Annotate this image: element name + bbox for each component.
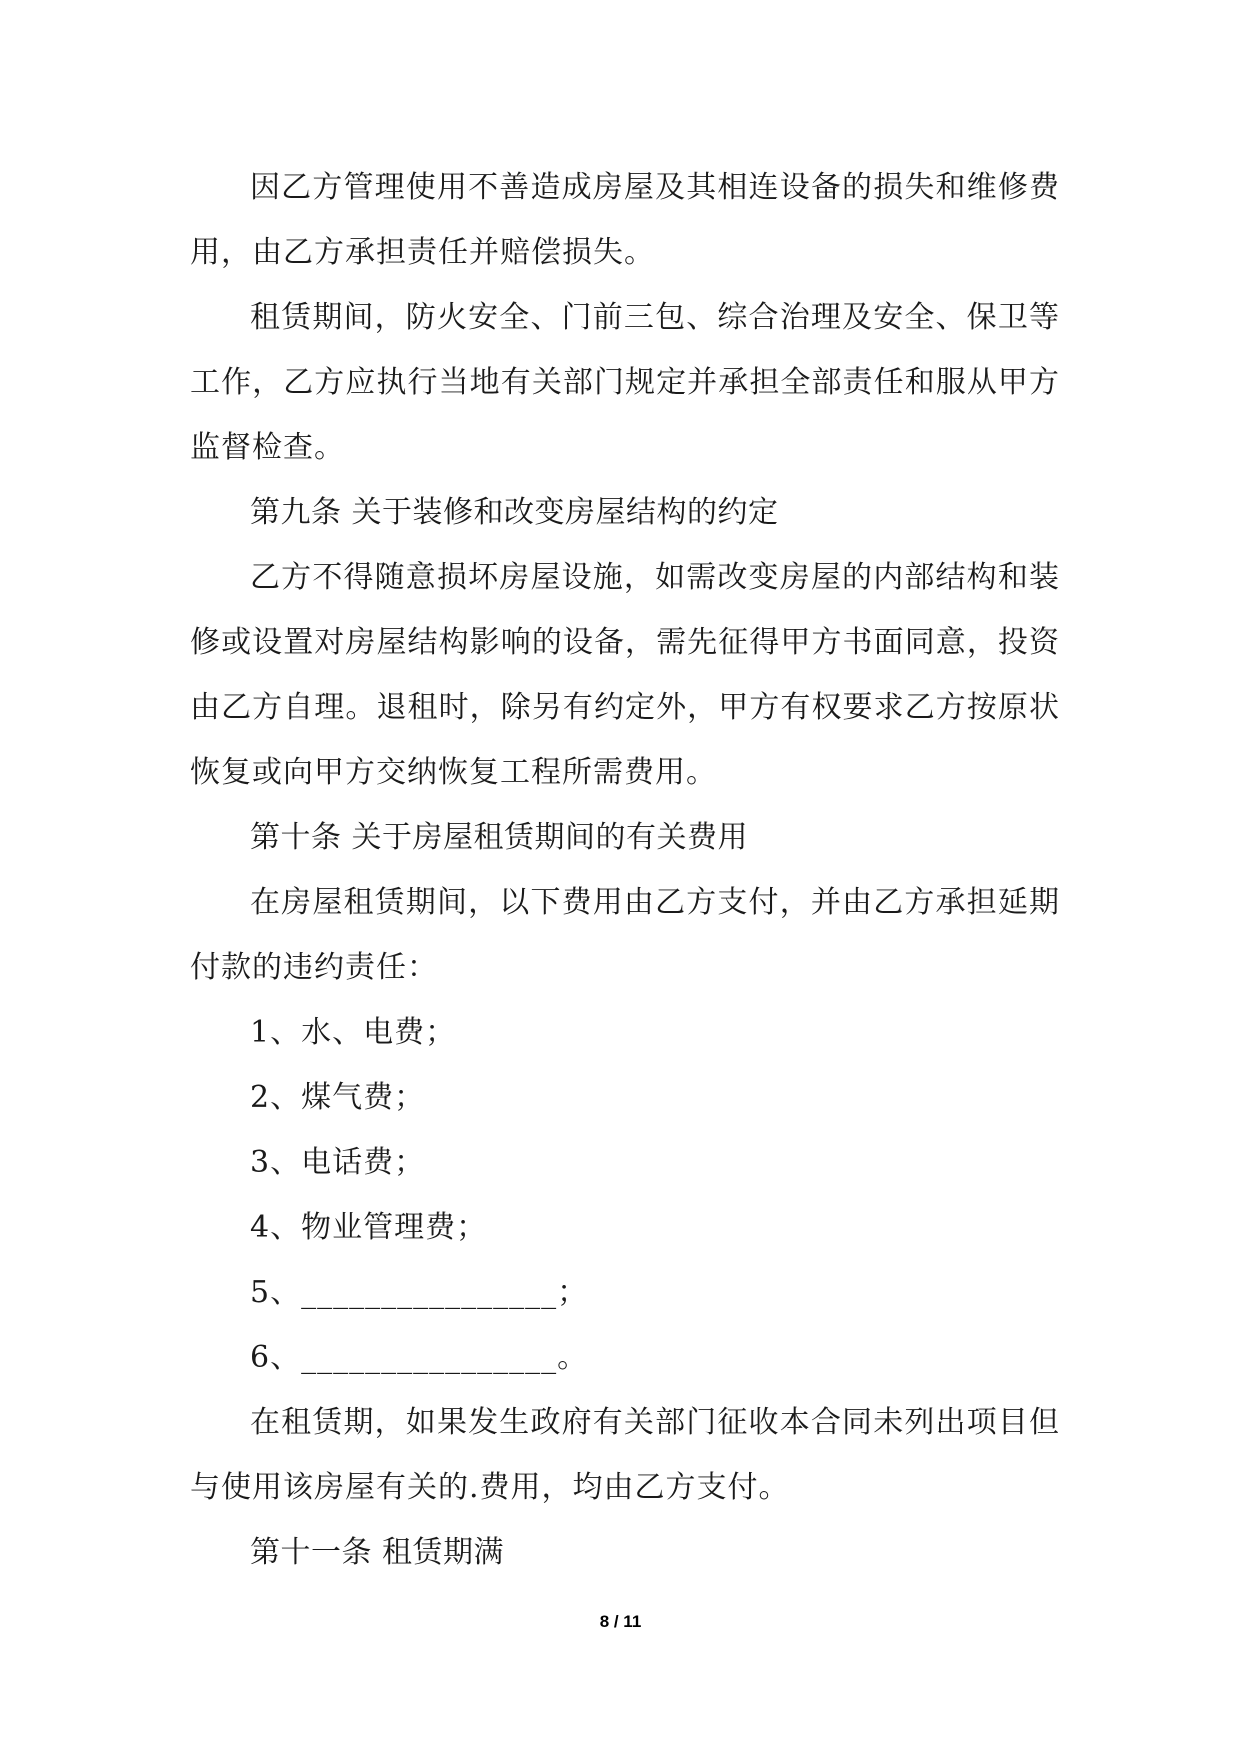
paragraph-damage-liability: 因乙方管理使用不善造成房屋及其相连设备的损失和维修费用，由乙方承担责任并赔偿损失。 bbox=[190, 170, 1060, 270]
fee-list-item-property-management: 4、物业管理费； bbox=[250, 1210, 488, 1245]
fee-list-item-blank-5: 5、________________； bbox=[250, 1275, 589, 1310]
paragraph-renovation-terms: 乙方不得随意损坏房屋设施，如需改变房屋的内部结构和装修或设置对房屋结构影响的设备，需先征得甲方书面同意，投资由乙方自理。退租时，除另有约定外，甲方有权要求乙方按原状恢复或向甲方交纳恢复工程所需费用。 bbox=[190, 560, 1060, 790]
paragraph-fees-intro: 在房屋租赁期间，以下费用由乙方支付，并由乙方承担延期付款的违约责任： bbox=[190, 885, 1060, 985]
article-10-heading: 第十条 关于房屋租赁期间的有关费用 bbox=[250, 820, 749, 855]
article-11-heading: 第十一条 租赁期满 bbox=[250, 1535, 505, 1570]
document-body bbox=[190, 155, 1060, 1585]
fee-list-item-gas: 2、煤气费； bbox=[250, 1080, 426, 1115]
fee-list-item-telephone: 3、电话费； bbox=[250, 1145, 426, 1180]
fee-list-item-water-electricity: 1、水、电费； bbox=[250, 1015, 457, 1050]
paragraph-safety-duties: 租赁期间，防火安全、门前三包、综合治理及安全、保卫等工作，乙方应执行当地有关部门规定并承担全部责任和服从甲方监督检查。 bbox=[190, 300, 1060, 465]
article-9-heading: 第九条 关于装修和改变房屋结构的约定 bbox=[250, 495, 779, 530]
fee-list-item-blank-6: 6、________________。 bbox=[250, 1340, 589, 1375]
paragraph-government-fees: 在租赁期，如果发生政府有关部门征收本合同未列出项目但与使用该房屋有关的.费用，均由乙方支付。 bbox=[190, 1405, 1060, 1505]
page-number: 8 / 11 bbox=[599, 1612, 642, 1631]
